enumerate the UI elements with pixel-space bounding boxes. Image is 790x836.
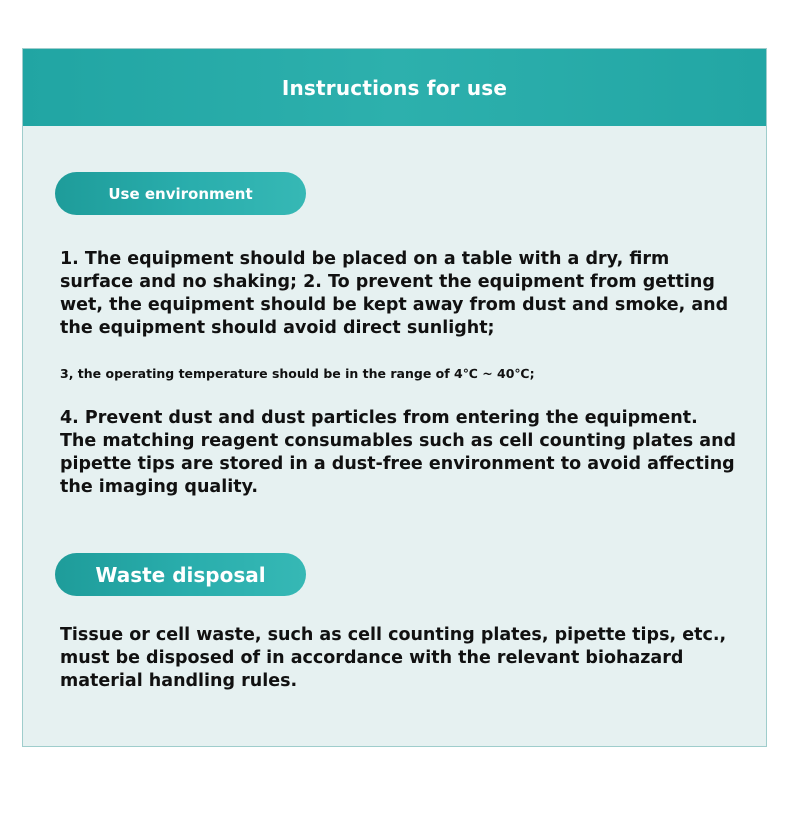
environment-paragraph-3: 4. Prevent dust and dust particles from entering the equipment. The matching reagent consumables such as cell counting plates and pipette tips are stored in a dust-free environment to avoid affecting the imaging quality. (60, 408, 737, 497)
page-title: Instructions for use (281, 75, 508, 100)
instructions-panel (22, 48, 767, 747)
environment-paragraph-1: 1. The equipment should be placed on a table with a dry, firm surface and no shaking; 2. To prevent the equipment from getting wet, the equipment should be kept away from dust and smoke, and the equipment should avoid direct sunlight; (60, 249, 729, 338)
waste-disposal-label: Waste disposal (95, 562, 266, 587)
use-environment-label: Use environment (108, 184, 253, 203)
waste-disposal-badge (55, 553, 306, 596)
environment-paragraph-2: 3, the operating temperature should be in the range of 4℃ ~ 40℃; (60, 366, 535, 381)
waste-disposal-paragraph: Tissue or cell waste, such as cell counting plates, pipette tips, etc., must be disposed of in accordance with the relevant biohazard material handling rules. (60, 625, 727, 691)
panel-header (23, 49, 766, 126)
use-environment-badge (55, 172, 306, 215)
